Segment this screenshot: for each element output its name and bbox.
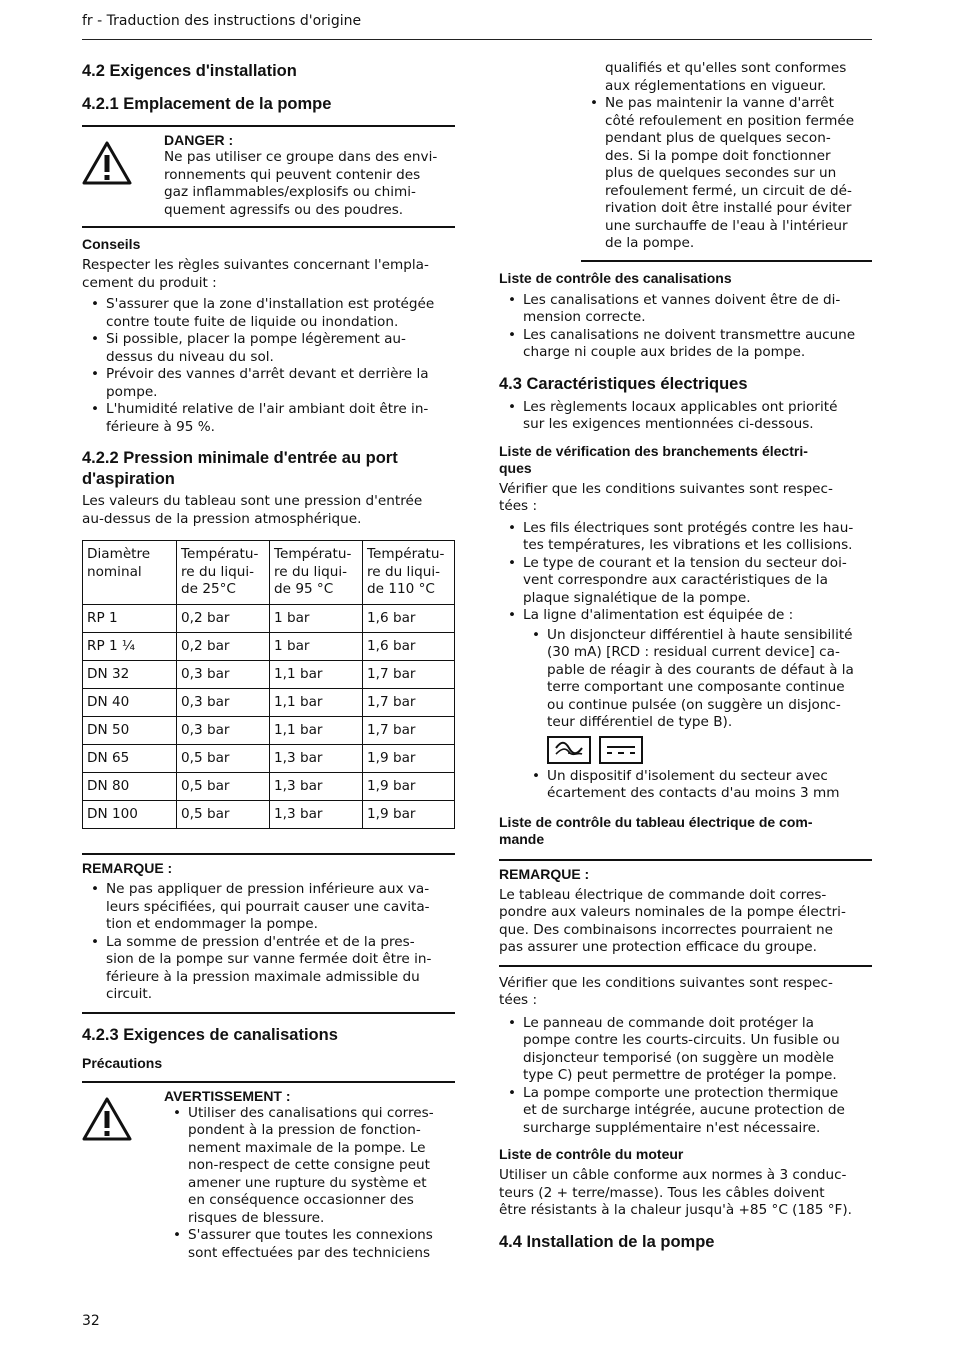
- list-line: Les canalisations et vannes doivent être de di-: [523, 291, 841, 308]
- list-item: [164, 1105, 455, 1228]
- table-cell: DN 65: [83, 745, 177, 773]
- list-item: [581, 95, 872, 253]
- list-line: La somme de pression d'entrée et de la pres-: [106, 933, 415, 950]
- section-title-line: d'aspiration: [82, 470, 175, 488]
- intro-line: Vérifier que les conditions suivantes sont respec-: [499, 480, 833, 497]
- table-cell: 0,5 bar: [177, 801, 270, 829]
- danger-line: Ne pas utiliser ce groupe dans des envi-: [164, 149, 438, 165]
- table-cell: 0,5 bar: [177, 745, 270, 773]
- section-4-3-title: 4.3 Caractéristiques électriques: [499, 374, 748, 393]
- conseils-intro: [82, 257, 455, 292]
- remarque-list: [82, 881, 455, 1012]
- list-line: ou continue pulsée (on suggère un disjonc-: [547, 696, 841, 713]
- heading-line: Liste de vérification des branchements électri-: [499, 442, 808, 459]
- remarque2-title: REMARQUE :: [499, 865, 590, 882]
- list-line: S'assurer que toutes les connexions: [188, 1227, 433, 1243]
- avertissement-list: [164, 1105, 455, 1263]
- list-line: mension correcte.: [523, 309, 646, 325]
- list-line: aux réglementations en vigueur.: [605, 77, 827, 94]
- tableau-title: [499, 814, 872, 848]
- list-item: [499, 1015, 872, 1085]
- header-line: Températu-: [274, 546, 352, 562]
- list-line: tes températures, les vibrations et les collisions.: [523, 537, 853, 553]
- list-line: terre comportant une composante continue: [547, 679, 845, 695]
- avertissement-continued: [581, 60, 872, 262]
- table-header-cell: [177, 541, 270, 605]
- heading-line: Liste de contrôle du tableau électrique de com-: [499, 813, 813, 830]
- avertissement-icon-cell: [82, 1083, 164, 1270]
- list-line: pondent à la pression de fonction-: [188, 1122, 421, 1138]
- list-line: sont effectuées par des techniciens: [188, 1244, 431, 1261]
- pressure-table: [82, 540, 455, 829]
- list-line: Les règlements locaux applicables ont priorité: [523, 398, 838, 415]
- section-4-4-title: 4.4 Installation de la pompe: [499, 1232, 715, 1251]
- branchements-title: [499, 443, 872, 477]
- list-item: [499, 1085, 872, 1138]
- table-row: [83, 801, 455, 829]
- avertissement-callout: [82, 1081, 455, 1270]
- header-line: re du liqui-: [274, 563, 348, 580]
- table-cell: 1,9 bar: [363, 745, 455, 773]
- list-line: teur différentiel de type B).: [547, 714, 733, 730]
- list-line: amener une rupture du système et: [188, 1174, 427, 1191]
- table-cell: 1 bar: [270, 605, 363, 633]
- rcd-type-b-symbols: [547, 736, 872, 764]
- list-line: refoulement fermé, un circuit de dé-: [605, 182, 852, 199]
- table-cell: 0,5 bar: [177, 773, 270, 801]
- header-line: Températu-: [367, 546, 445, 562]
- table-cell: 1 bar: [270, 633, 363, 661]
- table-cell: DN 32: [83, 661, 177, 689]
- table-row: [83, 773, 455, 801]
- header-line: Diamètre: [87, 546, 151, 562]
- list-item: [523, 768, 872, 803]
- list-line: de la pompe.: [605, 235, 695, 251]
- list-line: (30 mA) [RCD : residual current device] ca-: [547, 644, 840, 660]
- list-line: sion de la pompe sur vanne fermée doit être in-: [106, 951, 432, 967]
- list-line: tion et endommager la pompe.: [106, 916, 318, 932]
- pressure-intro: [82, 493, 455, 528]
- table-cell: 1,1 bar: [270, 689, 363, 717]
- verify-intro: [499, 975, 872, 1010]
- table-cell: 1,3 bar: [270, 745, 363, 773]
- list-line: et de surcharge intégrée, aucune protection de: [523, 1102, 845, 1118]
- intro-line: tées :: [499, 992, 538, 1008]
- canalisations-title: Liste de contrôle des canalisations: [499, 269, 732, 286]
- list-line: La pompe comporte une protection thermique: [523, 1084, 839, 1101]
- danger-body: [164, 127, 455, 226]
- table-cell: DN 80: [83, 773, 177, 801]
- list-line: qualifiés et qu'elles sont conformes: [605, 60, 847, 76]
- table-cell: 1,6 bar: [363, 633, 455, 661]
- conseils-intro-line: Respecter les règles suivantes concernant l'empla-: [82, 257, 429, 273]
- section-4-2-title: 4.2 Exigences d'installation: [82, 62, 297, 80]
- header-line: nominal: [87, 563, 142, 580]
- list-line: vent correspondre aux caractéristiques de la: [523, 572, 828, 588]
- list-line: des. Si la pompe doit fonctionner: [605, 147, 831, 164]
- heading-line: ques: [499, 459, 532, 476]
- list-item: [499, 607, 872, 803]
- list-line: S'assurer que la zone d'installation est protégée: [106, 296, 435, 312]
- list-line: disjoncteur temporisé (on suggère un modèle: [523, 1049, 834, 1066]
- table-row: [83, 689, 455, 717]
- remarque-note: [82, 853, 455, 1014]
- list-line: leurs spécifiées, qui pourrait causer une cavita-: [106, 898, 430, 915]
- text-line: être résistants à la chaleur jusqu'à +85 °C (185 °F).: [499, 1202, 852, 1218]
- canalisations-list: [499, 292, 872, 362]
- table-cell: 1,7 bar: [363, 689, 455, 717]
- conseils-list: [82, 296, 455, 436]
- note-line: que. Des combinaisons incorrectes pourraient ne: [499, 921, 834, 938]
- list-line: Les fils électriques sont protégés contre les hau-: [523, 519, 854, 536]
- pressure-intro-line: au-dessus de la pression atmosphérique.: [82, 510, 362, 527]
- list-item: [523, 627, 872, 764]
- list-line: charge ni couple aux brides de la pompe.: [523, 344, 806, 360]
- intro-line: tées :: [499, 498, 538, 514]
- list-item: [82, 881, 455, 934]
- table-cell: 1,3 bar: [270, 773, 363, 801]
- list-line: côté refoulement en position fermée: [605, 112, 855, 129]
- table-cell: 1,7 bar: [363, 661, 455, 689]
- continued-item: [581, 60, 872, 95]
- list-line: type C) peut permettre de protéger la pompe.: [523, 1067, 837, 1083]
- list-line: Un disjoncteur différentiel à haute sensibilité: [547, 626, 853, 643]
- branchements-nested-list: [523, 627, 872, 803]
- list-item: [82, 331, 455, 366]
- header-line: re du liqui-: [181, 563, 255, 580]
- danger-title: DANGER :: [164, 132, 234, 148]
- list-line: férieure à la pression maximale admissible du: [106, 968, 420, 985]
- table-cell: 1,7 bar: [363, 717, 455, 745]
- table-row: [83, 605, 455, 633]
- list-line: une surchauffe de l'eau à l'intérieur: [605, 217, 848, 234]
- table-cell: DN 40: [83, 689, 177, 717]
- danger-line: ronnements qui peuvent contenir des: [164, 166, 421, 183]
- table-cell: 1,9 bar: [363, 801, 455, 829]
- list-line: contre toute fuite de liquide ou inondation.: [106, 313, 399, 330]
- table-header-cell: [83, 541, 177, 605]
- list-line: Le panneau de commande doit protéger la: [523, 1014, 814, 1031]
- avertissement-continued-list: [581, 95, 872, 253]
- table-header-cell: [270, 541, 363, 605]
- list-line: pompe.: [106, 383, 158, 400]
- table-header-row: [83, 541, 455, 605]
- branchements-list: [499, 520, 872, 803]
- heading-line: mande: [499, 830, 545, 847]
- branchements-intro: [499, 481, 872, 516]
- note-line: Le tableau électrique de commande doit corres-: [499, 886, 827, 903]
- table-cell: 0,3 bar: [177, 689, 270, 717]
- warning-triangle-icon: [82, 1097, 132, 1141]
- danger-text: [164, 149, 455, 219]
- table-cell: 0,3 bar: [177, 661, 270, 689]
- list-line: La ligne d'alimentation est équipée de :: [523, 607, 794, 623]
- list-line: en conséquence occasionner des: [188, 1192, 414, 1208]
- section-title-line: 4.2.2 Pression minimale d'entrée au port: [82, 449, 398, 467]
- header-line: re du liqui-: [367, 563, 441, 580]
- header-line: de 25°C: [181, 581, 236, 597]
- list-line: Prévoir des vannes d'arrêt devant et derrière la: [106, 366, 429, 382]
- table-cell: DN 50: [83, 717, 177, 745]
- table-cell: 1,3 bar: [270, 801, 363, 829]
- list-line: surcharge supplémentaire n'est nécessaire.: [523, 1119, 821, 1136]
- moteur-title: Liste de contrôle du moteur: [499, 1146, 684, 1162]
- remarque-title: REMARQUE :: [82, 860, 173, 876]
- table-cell: 0,2 bar: [177, 633, 270, 661]
- list-line: risques de blessure.: [188, 1209, 325, 1226]
- list-item: [499, 520, 872, 555]
- list-item: [499, 292, 872, 327]
- list-line: pendant plus de quelques secon-: [605, 130, 831, 146]
- section-4-2-1-title: 4.2.1 Emplacement de la pompe: [82, 95, 332, 113]
- table-row: [83, 717, 455, 745]
- list-line: circuit.: [106, 986, 153, 1002]
- list-line: pompe contre les courts-circuits. Un fusible ou: [523, 1032, 840, 1048]
- avertissement-body: [164, 1083, 455, 1270]
- dc-symbol-icon: [599, 736, 643, 764]
- header-line: de 110 °C: [367, 581, 435, 597]
- danger-line: quement agressifs ou des poudres.: [164, 201, 404, 218]
- list-item: [164, 1227, 455, 1262]
- list-line: rivation doit être installé pour éviter: [605, 200, 852, 216]
- table-row: [83, 661, 455, 689]
- conseils-intro-line: cement du produit :: [82, 274, 217, 291]
- list-line: Le type de courant et la tension du secteur doi-: [523, 554, 847, 571]
- right-column: [499, 60, 872, 1253]
- table-row: [83, 633, 455, 661]
- list-item: [499, 399, 872, 434]
- list-line: sur les exigences mentionnées ci-dessous.: [523, 416, 814, 432]
- danger-icon-cell: [82, 127, 164, 226]
- left-column: [82, 60, 455, 1269]
- list-line: dessus du niveau du sol.: [106, 348, 274, 365]
- list-line: Utiliser des canalisations qui corres-: [188, 1104, 434, 1121]
- table-cell: 0,3 bar: [177, 717, 270, 745]
- table-cell: DN 100: [83, 801, 177, 829]
- list-line: Un dispositif d'isolement du secteur avec: [547, 767, 828, 784]
- text-line: teurs (2 + terre/masse). Tous les câbles doivent: [499, 1184, 825, 1201]
- header-line: de 95 °C: [274, 581, 334, 597]
- table-header-cell: [363, 541, 455, 605]
- list-line: plaque signalétique de la pompe.: [523, 589, 751, 606]
- list-line: écartement des contacts d'au moins 3 mm: [547, 785, 840, 801]
- page-header: [82, 13, 872, 40]
- warning-triangle-icon: [82, 141, 132, 185]
- header-text: fr - Traduction des instructions d'origine: [82, 13, 362, 29]
- list-item: [82, 366, 455, 401]
- text-line: Utiliser un câble conforme aux normes à 3 conduc-: [499, 1167, 847, 1183]
- list-item: [499, 327, 872, 362]
- list-line: pable de réagir à des courants de défaut à la: [547, 661, 854, 678]
- section-4-2-3-title: 4.2.3 Exigences de canalisations: [82, 1025, 338, 1044]
- section-4-3-list: [499, 399, 872, 434]
- table-cell: RP 1 ¼: [83, 633, 177, 661]
- table-cell: 0,2 bar: [177, 605, 270, 633]
- remarque2-note: [499, 859, 872, 967]
- header-line: Températu-: [181, 546, 259, 562]
- page-number: 32: [82, 1313, 100, 1329]
- list-line: L'humidité relative de l'air ambiant doit être in-: [106, 401, 429, 417]
- list-line: non-respect de cette consigne peut: [188, 1157, 430, 1173]
- section-4-2-2-title: [82, 448, 455, 490]
- verify-list: [499, 1015, 872, 1138]
- list-item: [82, 934, 455, 1004]
- note-line: pondre aux valeurs nominales de la pompe électri-: [499, 904, 846, 920]
- table-cell: 1,9 bar: [363, 773, 455, 801]
- list-line: Ne pas maintenir la vanne d'arrêt: [605, 95, 834, 111]
- pressure-table-body: [83, 605, 455, 829]
- precautions-title: Précautions: [82, 1054, 163, 1071]
- list-line: plus de quelques secondes sur un: [605, 165, 837, 181]
- list-line: Ne pas appliquer de pression inférieure aux va-: [106, 881, 430, 897]
- list-line: Les canalisations ne doivent transmettre aucune: [523, 326, 856, 343]
- table-cell: 1,1 bar: [270, 717, 363, 745]
- table-cell: 1,6 bar: [363, 605, 455, 633]
- danger-callout: [82, 125, 455, 228]
- list-line: férieure à 95 %.: [106, 418, 215, 435]
- note-line: pas assurer une protection efficace du groupe.: [499, 939, 817, 955]
- list-line: Si possible, placer la pompe légèrement au-: [106, 331, 406, 347]
- list-line: nement maximale de la pompe. Le: [188, 1139, 426, 1156]
- avertissement-title: AVERTISSEMENT :: [164, 1087, 291, 1104]
- list-item: [82, 296, 455, 331]
- table-cell: RP 1: [83, 605, 177, 633]
- danger-line: gaz inflammables/explosifs ou chimi-: [164, 184, 416, 200]
- moteur-text: [499, 1167, 872, 1220]
- conseils-title: Conseils: [82, 236, 141, 252]
- ac-pulsed-symbol-icon: [547, 736, 591, 764]
- list-item: [499, 555, 872, 608]
- pressure-intro-line: Les valeurs du tableau sont une pression d'entrée: [82, 493, 423, 509]
- table-row: [83, 745, 455, 773]
- intro-line: Vérifier que les conditions suivantes sont respec-: [499, 974, 833, 991]
- remarque2-text: [499, 887, 872, 965]
- table-cell: 1,1 bar: [270, 661, 363, 689]
- list-item: [82, 401, 455, 436]
